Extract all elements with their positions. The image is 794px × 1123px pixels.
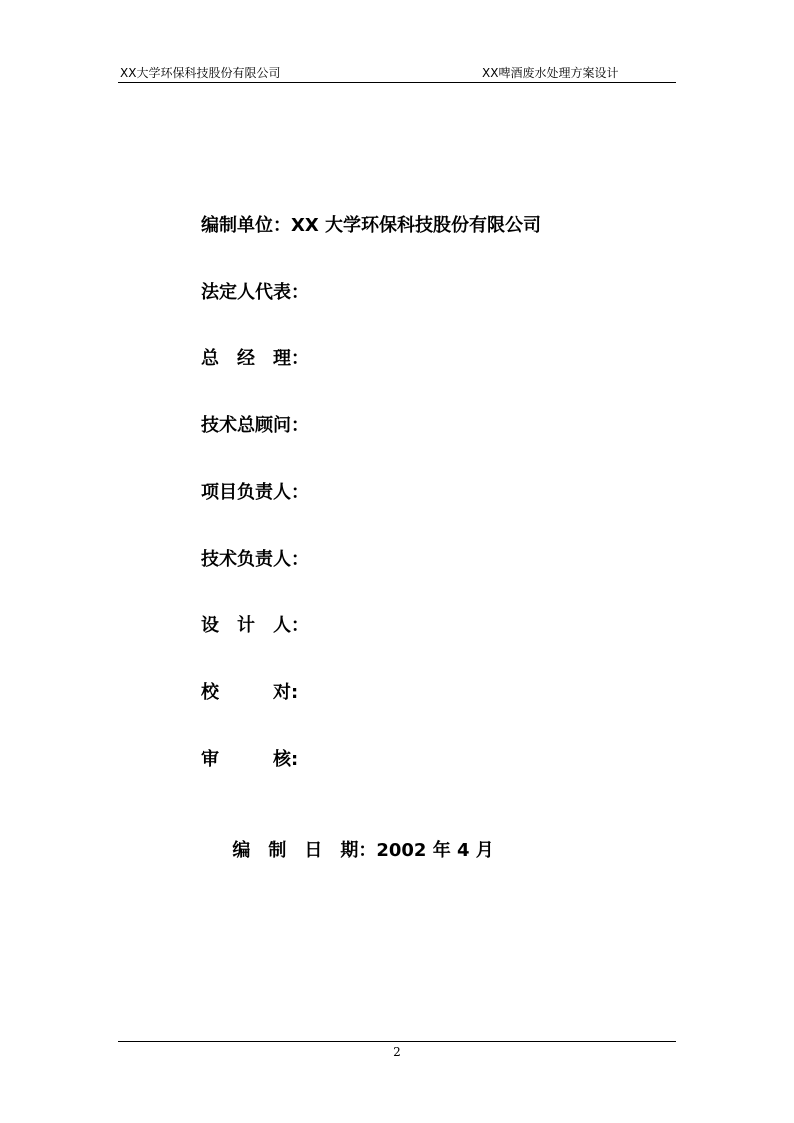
field-label: 编制单位： [201, 215, 291, 236]
field-label: 校 对: [201, 682, 299, 703]
field-reviewer [201, 748, 298, 772]
page-number: 2 [393, 1045, 401, 1059]
field-label: 审 核: [201, 749, 299, 770]
field-legal-representative [201, 281, 309, 305]
field-label: 编 制 日 期： [226, 840, 377, 861]
field-label: 设 计 人： [201, 615, 309, 636]
field-proofreader [201, 681, 298, 705]
field-label: 技术负责人： [201, 549, 309, 570]
field-value: XX 大学环保科技股份有限公司 [291, 215, 542, 236]
footer-divider [118, 1041, 676, 1042]
field-compile-date [201, 815, 494, 887]
field-label: 法定人代表： [201, 282, 309, 303]
field-label: 技术总顾问： [201, 415, 309, 436]
field-label: 总 经 理： [201, 348, 309, 369]
header-document-title: XX啤酒废水处理方案设计 [482, 66, 619, 80]
field-chief-technical-advisor [201, 414, 309, 438]
field-technical-leader [201, 548, 309, 572]
field-general-manager [201, 347, 309, 371]
field-value: 2002 年 4 月 [376, 840, 494, 861]
field-designer [201, 614, 309, 638]
header-company-name: XX大学环保科技股份有限公司 [120, 66, 281, 80]
field-compiling-unit [201, 214, 541, 238]
field-label: 项目负责人： [201, 482, 309, 503]
header-divider [118, 82, 676, 83]
field-project-leader [201, 481, 309, 505]
